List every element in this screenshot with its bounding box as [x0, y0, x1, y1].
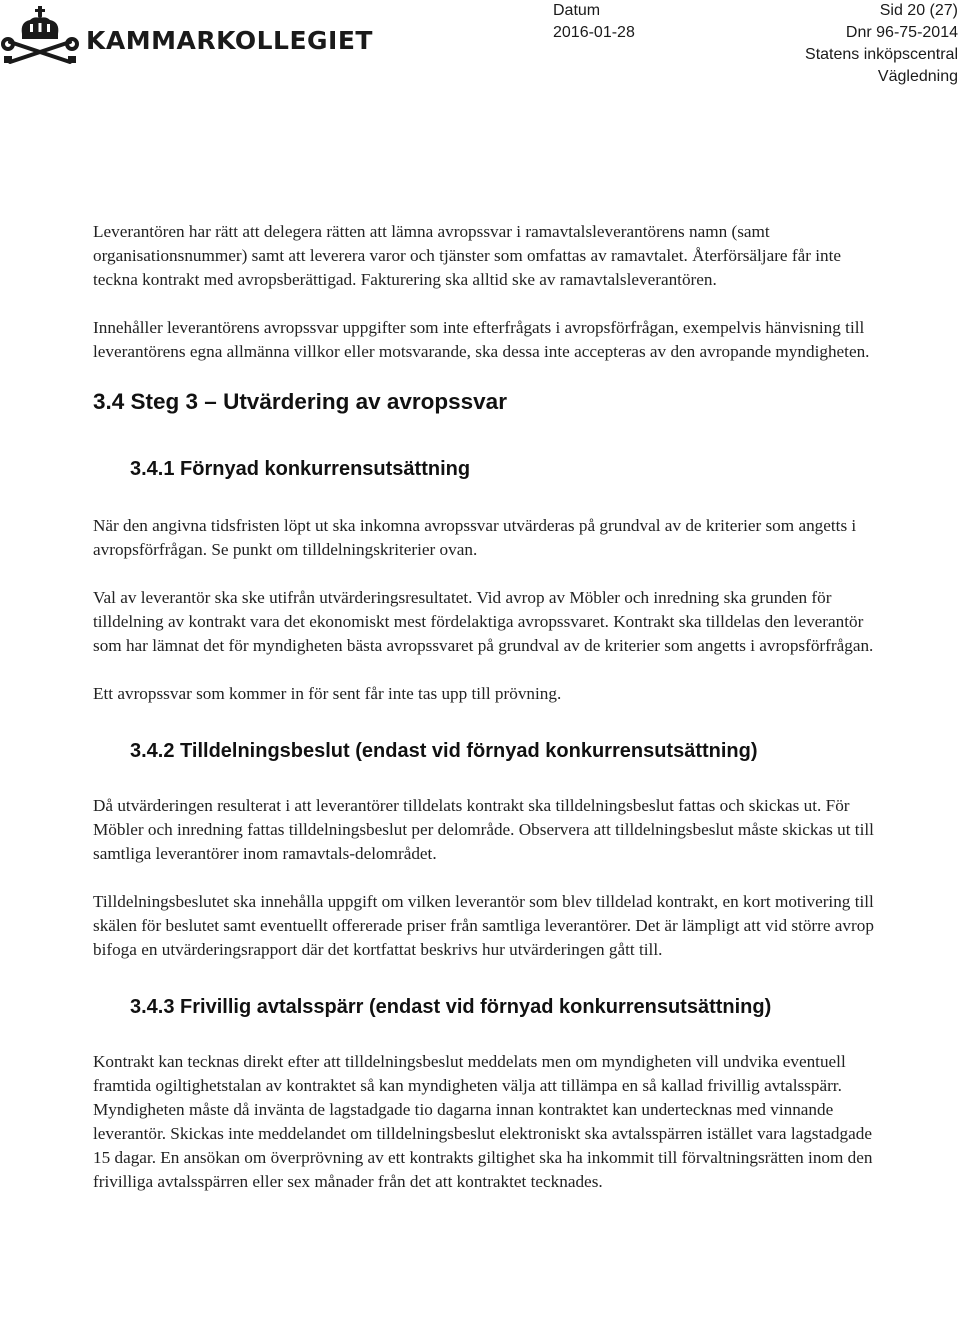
- paragraph: Då utvärderingen resulterat i att leverantörer tilldelats kontrakt ska tilldelningsbeslut fattas och skickas ut. För Möbler och inredning fattas tilldelningsbeslut per delområde. Observera att tilldelningsbeslut måste skickas ut till samtliga leverantörer inom ramavtals-delområdet.: [93, 796, 874, 863]
- paragraph: När den angivna tidsfristen löpt ut ska inkomna avropssvar utvärderas på grundval av de kriterier som angetts i avropsförfrågan. Se punkt om tilldelningskriterier ovan.: [93, 516, 857, 559]
- date-block: [553, 0, 635, 44]
- page-number: Sid 20 (27): [879, 2, 958, 19]
- document-body: [93, 220, 883, 1194]
- crown-crossed-keys-icon: [0, 4, 80, 66]
- subsection-heading: 3.4.1 Förnyad konkurrensutsättning: [130, 458, 471, 480]
- paragraph: Leverantören har rätt att delegera rätten att lämna avropssvar i ramavtalsleverantörens namn (samt organisationsnummer) samt att leverera varor och tjänster som omfattas av ramavtalet. Återförsäljare får inte teckna kontrakt med avropsberättigad. Fakturering ska alltid ske av ramavtalsleverantören.: [93, 222, 842, 289]
- paragraph: Innehåller leverantörens avropssvar uppgifter som inte efterfrågats i avropsförfrågan, exempelvis hänvisning till leverantörens egna allmänna villkor eller motsvarande, ska dessa inte accepteras av den avropande myndigheten.: [93, 318, 870, 361]
- date-value: 2016-01-28: [553, 24, 635, 41]
- paragraph: Kontrakt kan tecknas direkt efter att tilldelningsbeslut meddelats men om myndigheten vill undvika eventuell framtida ogiltighetstalan av kontraktet så kan myndigheten välja att tillämpa en så kallad frivillig avtalsspärr. Myndigheten måste då invänta de lagstadgade tio dagarna innan kontraktet kan undertecknas med vinnande leverantör. Skickas inte meddelandet om tilldelningsbeslut elektroniskt ska avtalsspärren istället vara lagstadgade 15 dagar. En ansökan om överprövning av ett kontrakts giltighet ska ha inkommit till förvaltningsrätten inom den frivilliga avtalsspärren eller sex månader från det att kontraktet tecknades.: [93, 1052, 873, 1191]
- page-header: [0, 0, 960, 85]
- organization: Statens inköpscentral: [805, 46, 958, 63]
- section-heading: 3.4 Steg 3 – Utvärdering av avropssvar: [93, 389, 507, 414]
- subsection-heading: 3.4.2 Tilldelningsbeslut (endast vid förnyad konkurrensutsättning): [130, 740, 758, 762]
- paragraph: Tilldelningsbeslutet ska innehålla uppgift om vilken leverantör som blev tilldelad kontrakt, en kort motivering till skälen för beslutet samt eventuellt offererade priser från samtliga leverantörer. Det är lämpligt att vid större avrop bifoga en utvärderingsrapport där det kortfattat beskrivs hur utvärderingen gått till.: [93, 892, 874, 959]
- diary-number: Dnr 96-75-2014: [845, 24, 958, 41]
- subsection-heading: 3.4.3 Frivillig avtalsspärr (endast vid förnyad konkurrensutsättning): [130, 996, 772, 1018]
- date-label: Datum: [553, 2, 601, 19]
- paragraph: Val av leverantör ska ske utifrån utvärderingsresultatet. Vid avrop av Möbler och inredning ska grunden för tilldelning av kontrakt vara det ekonomiskt mest fördelaktiga avropssvaret. Kontrakt ska tilldelas den leverantör som har lämnat det för myndigheten bästa avropssvaret på grundval av de kriterier som angetts i avropsförfrågan.: [93, 588, 874, 655]
- document-info: [805, 0, 958, 88]
- document-type: Vägledning: [877, 68, 958, 85]
- paragraph: Ett avropssvar som kommer in för sent får inte tas upp till prövning.: [93, 684, 562, 703]
- logo: [0, 4, 373, 66]
- logo-text: KAMMARKOLLEGIET: [86, 25, 373, 55]
